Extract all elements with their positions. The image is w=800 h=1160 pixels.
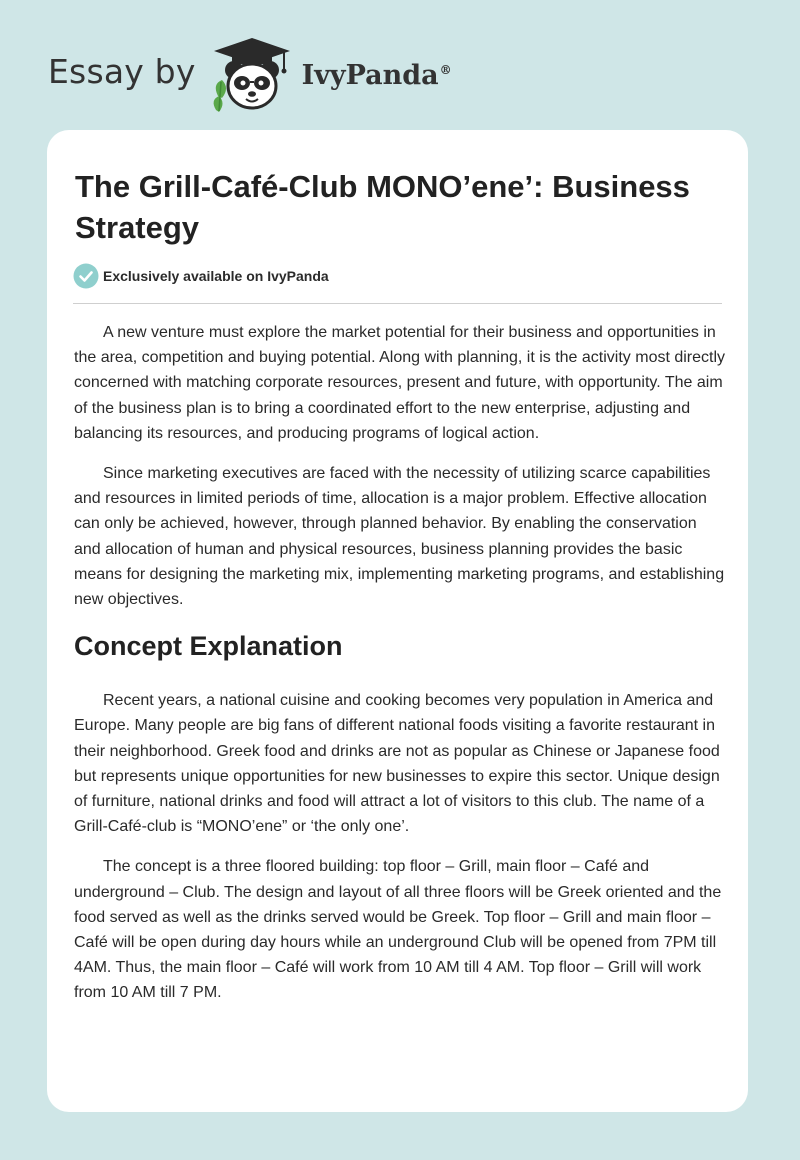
paragraph: Since marketing executives are faced with the necessity of utilizing scarce capabilities and resources in limited periods of time, allocation is a major problem. Effective allocation can only be achieved, however, through planned behavior. By enabling the conservation and allocation of human and physical resources, business planning provides the basic means for designing the marketing mix, implementing marketing programs, and establishing new objectives. — [74, 465, 725, 609]
paragraph: Recent years, a national cuisine and cooking becomes very population in America and Europe. Many people are big fans of different national foods visiting a favorite restaurant in their neighborhood. Greek food and drinks are not as popular as Chinese or Japanese food but represents unique opportunities for new businesses to expire this sector. Unique design of furniture, national drinks and food will attract a lot of visitors to this club. The name of a Grill-Café-club is “MONO’ene” or ‘the only one’. — [74, 692, 720, 836]
article-title: The Grill-Café-Club MONO’ene’: Business Strategy — [75, 169, 690, 245]
article-body — [74, 320, 726, 1021]
exclusive-badge — [73, 263, 329, 289]
article-card — [47, 130, 748, 1112]
brand-prefix: Essay by — [48, 51, 196, 91]
paragraph: The concept is a three floored building: top floor – Grill, main floor – Café and underground – Club. The design and layout of all three floors will be Greek oriented and the food served as well as the drinks served would be Greek. Top floor – Grill and main floor – Café will be open during day hours while an underground Club will be opened from 7PM till 4AM. Thus, the main floor – Café will work from 10 AM till 4 AM. Top floor – Grill will work from 10 AM till 7 PM. — [74, 858, 722, 1002]
section-heading: Concept Explanation — [74, 631, 343, 662]
brand-name: IvyPanda® — [301, 59, 452, 91]
check-circle-icon — [73, 263, 99, 289]
panda-graduate-icon — [210, 36, 294, 112]
brand-header — [48, 34, 452, 114]
exclusive-badge-label: Exclusively available on IvyPanda — [103, 268, 329, 284]
header-divider — [73, 303, 722, 304]
paragraph: A new venture must explore the market potential for their business and opportunities in the area, competition and buying potential. Along with planning, it is the activity most directly concerned with matching corporate resources, present and future, with opportunity. The aim of the business plan is to bring a coordinated effort to the new enterprise, adjusting and balancing its resources, and producing programs of logical action. — [74, 324, 726, 442]
